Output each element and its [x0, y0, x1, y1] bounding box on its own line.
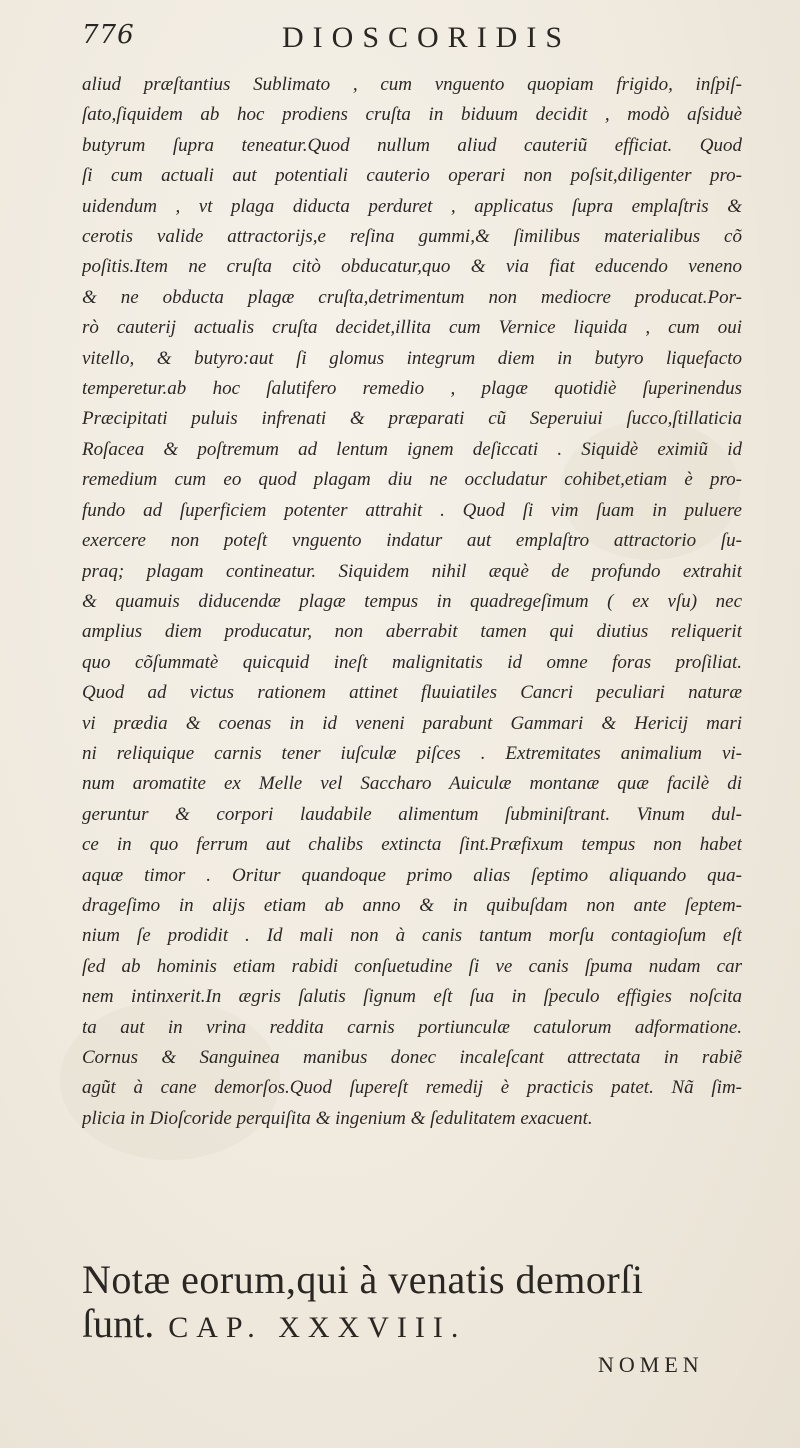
text-line: plicia in Dioſcoride perquiſita & ingenium & ſedulitatem exacuent.: [82, 1107, 593, 1129]
text-line: Roſacea & poſtremum ad lentum ignem deſiccati . Siquidè eximiũ id: [82, 438, 742, 460]
page-number: 776: [82, 20, 135, 50]
text-line: ta aut in vrina reddita carnis portiunculæ catulorum adformatione.: [82, 1016, 742, 1038]
text-line: exercere non poteſt vnguento indatur aut emplaſtro attractorio ſu-: [82, 530, 742, 552]
chapter-title-line-2: [82, 1302, 742, 1350]
text-line: geruntur & corpori laudabile alimentum ſubminiſtrant. Vinum dul-: [82, 803, 742, 825]
text-line: agũt à cane demorſos.Quod ſupereſt remedij è practicis patet. Nã ſim-: [82, 1077, 742, 1099]
chapter-heading: [82, 1258, 742, 1350]
text-line: ſed ab hominis etiam rabidi conſuetudine ſi ve canis ſpuma nudam car: [82, 955, 742, 977]
running-title: DIOSCORIDIS: [282, 21, 572, 54]
text-line: & ne obducta plagæ cruſta,detrimentum non mediocre producat.Por-: [82, 286, 742, 308]
chapter-title-end: ſunt.: [82, 1301, 155, 1346]
text-line: num aromatite ex Melle vel Saccharo Auiculæ montanæ quæ facilè di: [82, 773, 742, 795]
text-line: amplius diem producatur, non aberrabit tamen qui diutius reliquerit: [82, 621, 742, 643]
text-line: praq; plagam contineatur. Siquidem nihil æquè de profundo extrahit: [82, 560, 742, 582]
text-line: aliud præſtantius Sublimato , cum vnguento quopiam frigido, inſpiſ-: [82, 74, 742, 95]
text-line: & quamuis diducendæ plagæ tempus in quadregeſimum ( ex vſu) nec: [82, 590, 742, 612]
text-line: uidendum , vt plaga diducta perduret , applicatus ſupra emplaſtris &: [82, 195, 742, 217]
catchword: NOMEN: [598, 1352, 704, 1377]
text-line: ni reliquique carnis tener iuſculæ piſces . Extremitates animalium vi-: [82, 742, 742, 764]
text-line: aquæ timor . Oritur quandoque primo alias ſeptimo aliquando qua-: [82, 864, 742, 886]
running-head: [82, 20, 722, 60]
text-line: rò cauterij actualis cruſta decidet,illita cum Vernice liquida , cum oui: [82, 317, 742, 339]
text-line: quo cõſummatè quicquid ineſt malignitatis id omne foras proſiliat.: [82, 651, 742, 673]
text-line: fundo ad ſuperficiem potenter attrahit . Quod ſi vim ſuam in puluere: [82, 499, 742, 521]
text-line: butyrum ſupra teneatur.Quod nullum aliud cauteriũ efficiat. Quod: [82, 134, 742, 156]
body-text: [82, 70, 742, 1134]
text-line: ſi cum actuali aut potentiali cauterio operari non poſsit,diligenter pro-: [82, 165, 742, 187]
chapter-title-line-1: Notæ eorum,qui à venatis demorſi: [82, 1257, 644, 1302]
text-line: Cornus & Sanguinea manibus donec incaleſcant attrectata in rabiẽ: [82, 1047, 742, 1068]
text-line: Præcipitati puluis infrenati & præparati cũ Seperuiui ſucco,ſtillaticia: [82, 408, 742, 430]
text-line: nium ſe prodidit . Id mali non à canis tantum morſu contagioſum eſt: [82, 925, 742, 947]
text-line: nem intinxerit.In ægris ſalutis ſignum eſt ſua in ſpeculo effigies noſcita: [82, 986, 742, 1008]
chapter-number: CAP. XXXVIII.: [168, 1311, 467, 1344]
text-line: cerotis valide attractorijs,e reſina gummi,& ſimilibus materialibus cõ: [82, 226, 742, 248]
text-line: ſato,ſiquidem ab hoc prodiens cruſta in biduum decidit , modò aſsiduè: [82, 104, 742, 126]
text-line: vitello, & butyro:aut ſi glomus integrum diem in butyro liquefacto: [82, 347, 742, 369]
text-line: vi prædia & coenas in id veneni parabunt Gammari & Hericij mari: [82, 712, 742, 734]
text-line: remedium cum eo quod plagam diu ne occludatur cohibet,etiam è pro-: [82, 469, 742, 491]
text-line: ce in quo ferrum aut chalibs extincta ſint.Præfixum tempus non habet: [82, 834, 742, 856]
text-line: drageſimo in alijs etiam ab anno & in quibuſdam non ante ſeptem-: [82, 894, 742, 916]
text-line: Quod ad victus rationem attinet fluuiatiles Cancri peculiari naturæ: [82, 682, 742, 704]
text-line: poſitis.Item ne cruſta citò obducatur,quo & via fiat educendo veneno: [82, 256, 742, 278]
text-line: temperetur.ab hoc ſalutifero remedio , plagæ quotidiè ſuperinendus: [82, 378, 742, 400]
